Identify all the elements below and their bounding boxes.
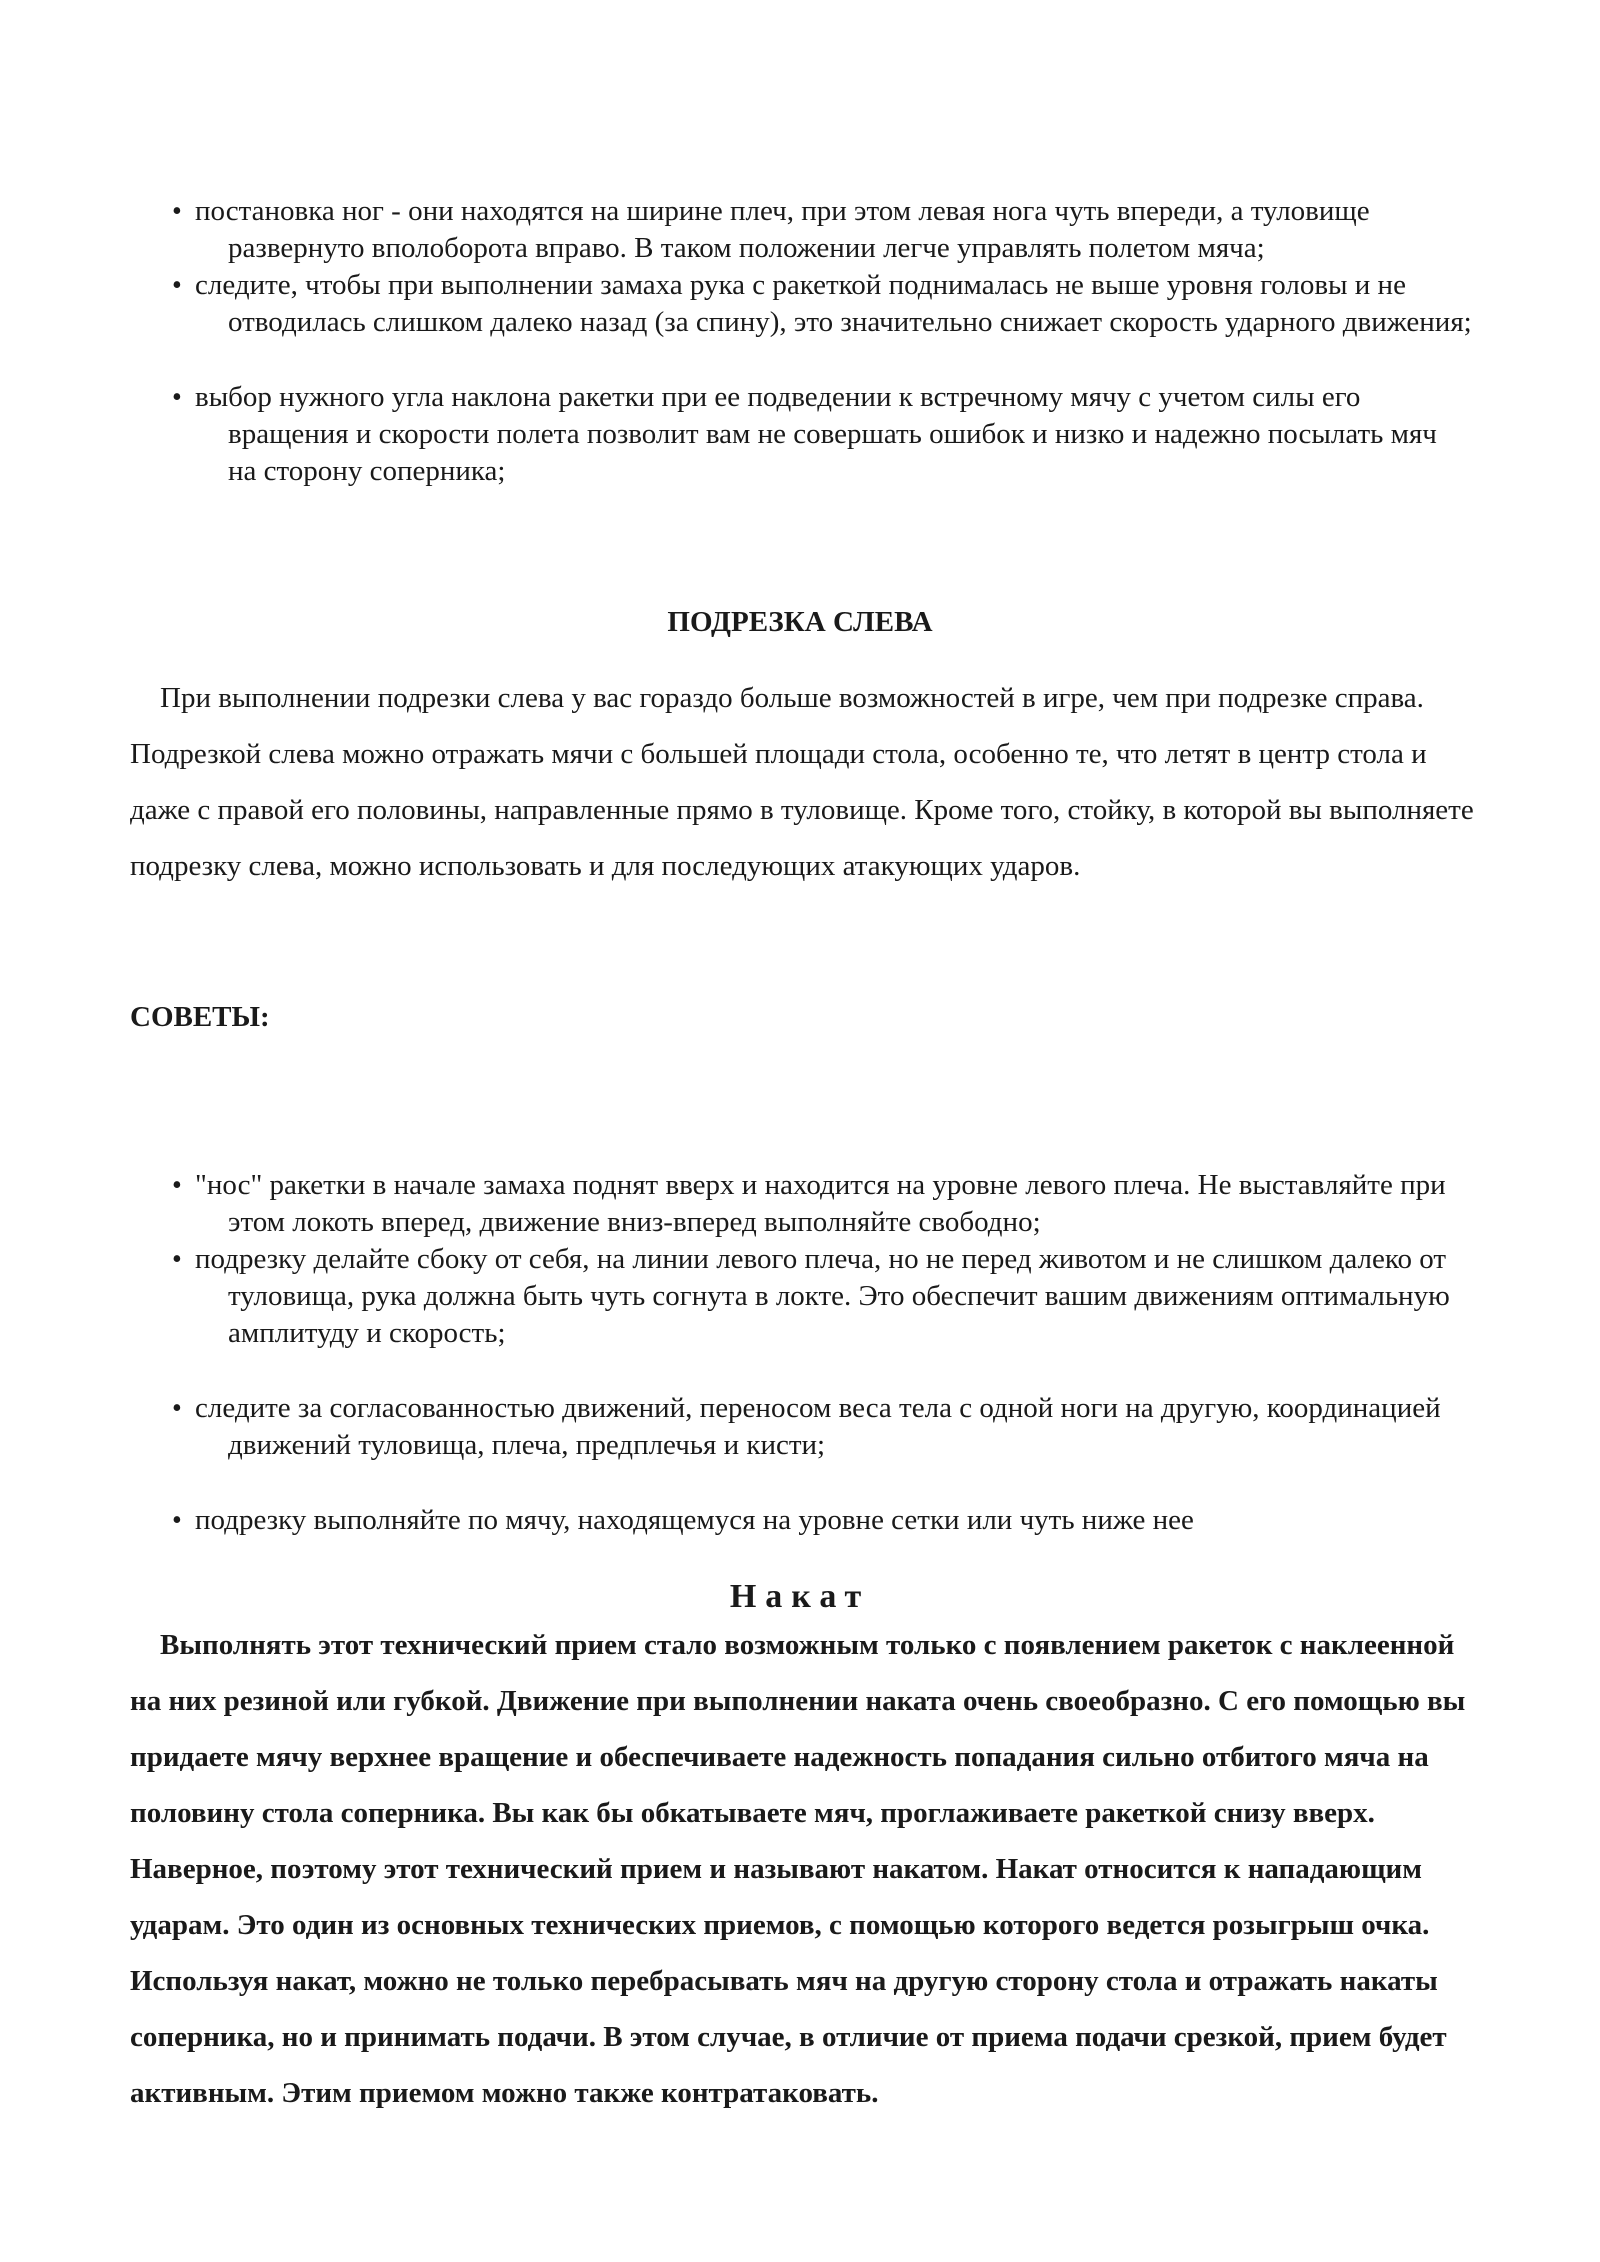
list-item	[172, 379, 1472, 490]
list-item	[172, 1502, 1472, 1539]
bullet-icon: •	[172, 1244, 182, 1275]
list-item-text: "нос" ракетки в начале замаха поднят вверх и находится на уровне левого плеча. Не выставляйте при этом локоть вперед, движение вниз-вперед выполняйте свободно;	[195, 1169, 1446, 1238]
list-item	[172, 1390, 1472, 1464]
bullet-icon: •	[172, 382, 182, 413]
bullet-list-tips	[172, 1167, 1472, 1539]
paragraph-topspin: Выполнять этот технический прием стало возможным только с появлением ракеток с наклеенной на них резиной или губкой. Движение при выполнении наката очень своеобразно. С его помощью вы придаете мячу верхнее вращение и обеспечиваете надежность попадания сильно отбитого мяча на половину стола соперника. Вы как бы обкатываете мяч, проглаживаете ракеткой снизу вверх. Наверное, поэтому этот технический прием и называют накатом. Накат относится к нападающим ударам. Это один из основных технических приемов, с помощью которого ведется розыгрыш очка. Используя накат, можно не только перебрасывать мяч на другую сторону стола и отражать накаты соперника, но и принимать подачи. В этом случае, в отличие от приема подачи срезкой, прием будет активным. Этим приемом можно также контратаковать.	[130, 1629, 1466, 2109]
list-item	[172, 1241, 1472, 1352]
paragraph-left-cut: При выполнении подрезки слева у вас гораздо больше возможностей в игре, чем при подрезке справа. Подрезкой слева можно отражать мячи с большей площади стола, особенно те, что летят в центр стола и даже с правой его половины, направленные прямо в туловище. Кроме того, стойку, в которой вы выполняете подрезку слева, можно использовать и для последующих атакующих ударов.	[130, 682, 1474, 882]
bullet-icon: •	[172, 196, 182, 227]
bullet-icon: •	[172, 270, 182, 301]
list-item-text: подрезку выполняйте по мячу, находящемуся на уровне сетки или чуть ниже нее	[195, 1504, 1194, 1536]
bullet-icon: •	[172, 1505, 182, 1536]
list-item-text: следите за согласованностью движений, переносом веса тела с одной ноги на другую, координацией движений туловища, плеча, предплечья и кисти;	[195, 1392, 1441, 1461]
list-item	[172, 193, 1472, 267]
section-heading-topspin: Накат	[729, 1578, 871, 1615]
section-heading-left-cut: ПОДРЕЗКА СЛЕВА	[667, 606, 933, 638]
list-item	[172, 1167, 1472, 1241]
bullet-icon: •	[172, 1393, 182, 1424]
bullet-list-stance	[172, 193, 1472, 490]
tips-label: СОВЕТЫ:	[130, 1001, 270, 1033]
list-item-text: следите, чтобы при выполнении замаха рука с ракеткой поднималась не выше уровня головы и не отводилась слишком далеко назад (за спину), это значительно снижает скорость ударного движения;	[195, 269, 1472, 338]
list-item-text: выбор нужного угла наклона ракетки при ее подведении к встречному мячу с учетом силы его вращения и скорости полета позволит вам не совершать ошибок и низко и надежно посылать мяч на сторону соперника;	[195, 381, 1437, 487]
bullet-icon: •	[172, 1170, 182, 1201]
list-item	[172, 267, 1472, 341]
list-item-text: постановка ног - они находятся на ширине плеч, при этом левая нога чуть впереди, а туловище развернуто вполоборота вправо. В таком положении легче управлять полетом мяча;	[195, 195, 1370, 264]
list-item-text: подрезку делайте сбоку от себя, на линии левого плеча, но не перед животом и не слишком далеко от туловища, рука должна быть чуть согнута в локте. Это обеспечит вашим движениям оптимальную амплитуду и скорость;	[195, 1243, 1450, 1349]
